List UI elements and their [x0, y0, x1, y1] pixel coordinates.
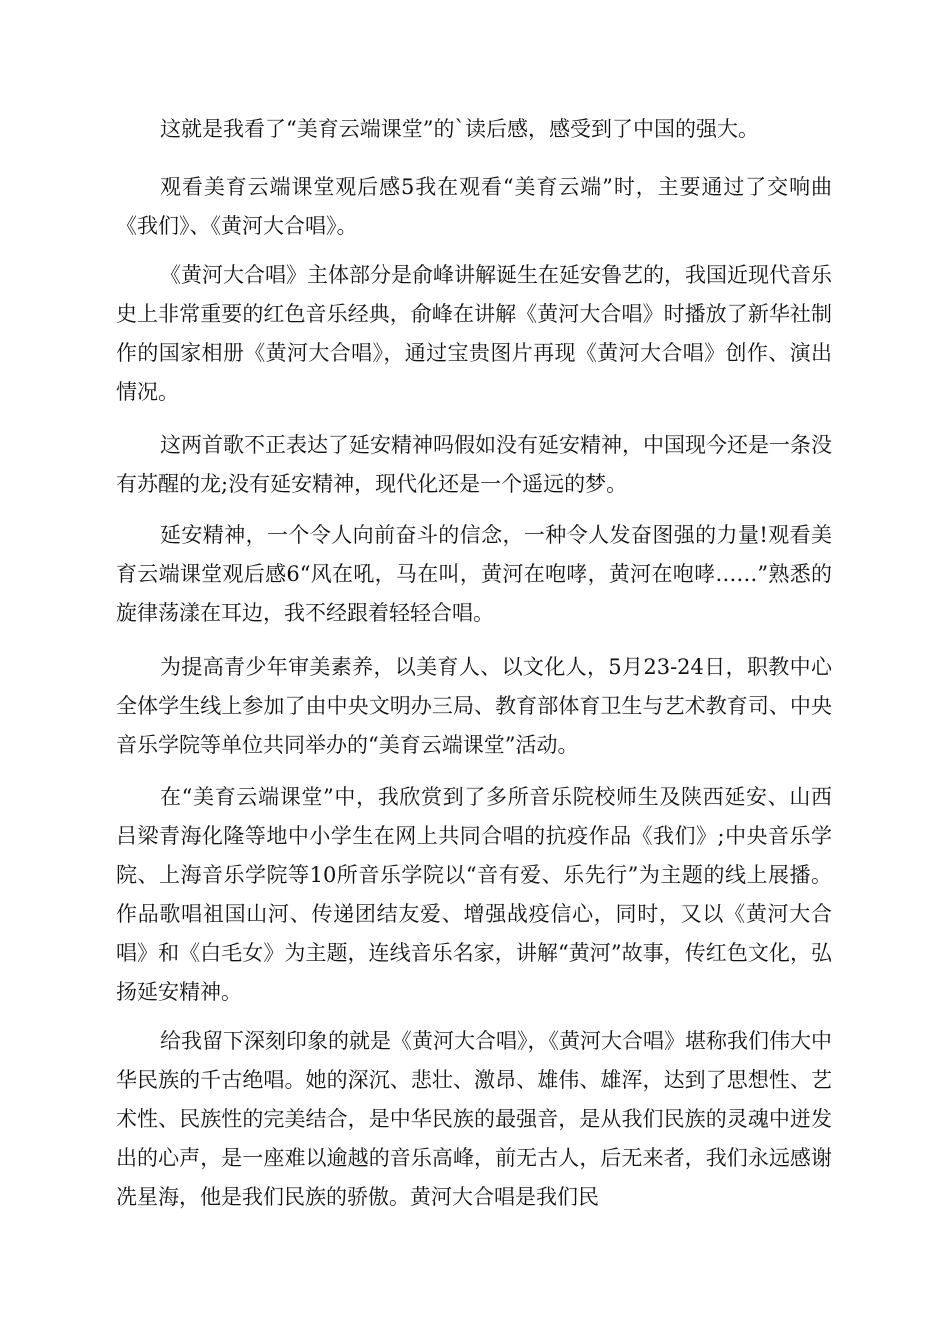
paragraph-1: 这就是我看了“美育云端课堂”的`读后感，感受到了中国的强大。: [160, 117, 759, 141]
paragraph-8: 给我留下深刻印象的就是《黄河大合唱》，《黄河大合唱》堪称我们伟大中华民族的千古绝唱。她的深沉、悲壮、激昂、雄伟、雄浑，达到了思想性、艺术性、民族性的完美结合，是中华民族的最强音，是从我们民族的灵魂中迸发出的心声，是一座难以逾越的音乐高峰，前无古人，后无来者，我们永远感谢冼星海，他是我们民族的骄傲。黄河大合唱是我们民: [116, 1029, 832, 1209]
paragraph-6: 为提高青少年审美素养，以美育人、以文化人，5月23-24日，职教中心全体学生线上参加了由中央文明办三局、教育部体育卫生与艺术教育司、中央音乐学院等单位共同举办的“美育云端课堂”活动。: [116, 655, 832, 757]
paragraph-7: 在“美育云端课堂”中，我欣赏到了多所音乐院校师生及陕西延安、山西吕梁青海化隆等地中小学生在网上共同合唱的抗疫作品《我们》;中央音乐学院、上海音乐学院等10所音乐学院以“音有爱、乐先行”为主题的线上展播。作品歌唱祖国山河、传递团结友爱、增强战疫信心，同时，又以《黄河大合唱》和《白毛女》为主题，连线音乐名家，讲解“黄河”故事，传红色文化，弘扬延安精神。: [116, 785, 832, 1004]
paragraph-4: 这两首歌不正表达了延安精神吗假如没有延安精神，中国现今还是一条没有苏醒的龙;没有延安精神，现代化还是一个遥远的梦。: [116, 433, 832, 496]
paragraph-3: 《黄河大合唱》主体部分是俞峰讲解诞生在延安鲁艺的，我国近现代音乐史上非常重要的红色音乐经典，俞峰在讲解《黄河大合唱》时播放了新华社制作的国家相册《黄河大合唱》，通过宝贵图片再现《黄河大合唱》创作、演出情况。: [116, 263, 832, 404]
paragraph-5: 延安精神，一个令人向前奋斗的信念，一种令人发奋图强的力量!观看美育云端课堂观后感6“风在吼，马在叫，黄河在咆哮，黄河在咆哮……”熟悉的旋律荡漾在耳边，我不经跟着轻轻合唱。: [116, 523, 832, 625]
paragraph-2: 观看美育云端课堂观后感5我在观看“美育云端”时，主要通过了交响曲《我们》、《黄河大合唱》。: [116, 175, 832, 238]
